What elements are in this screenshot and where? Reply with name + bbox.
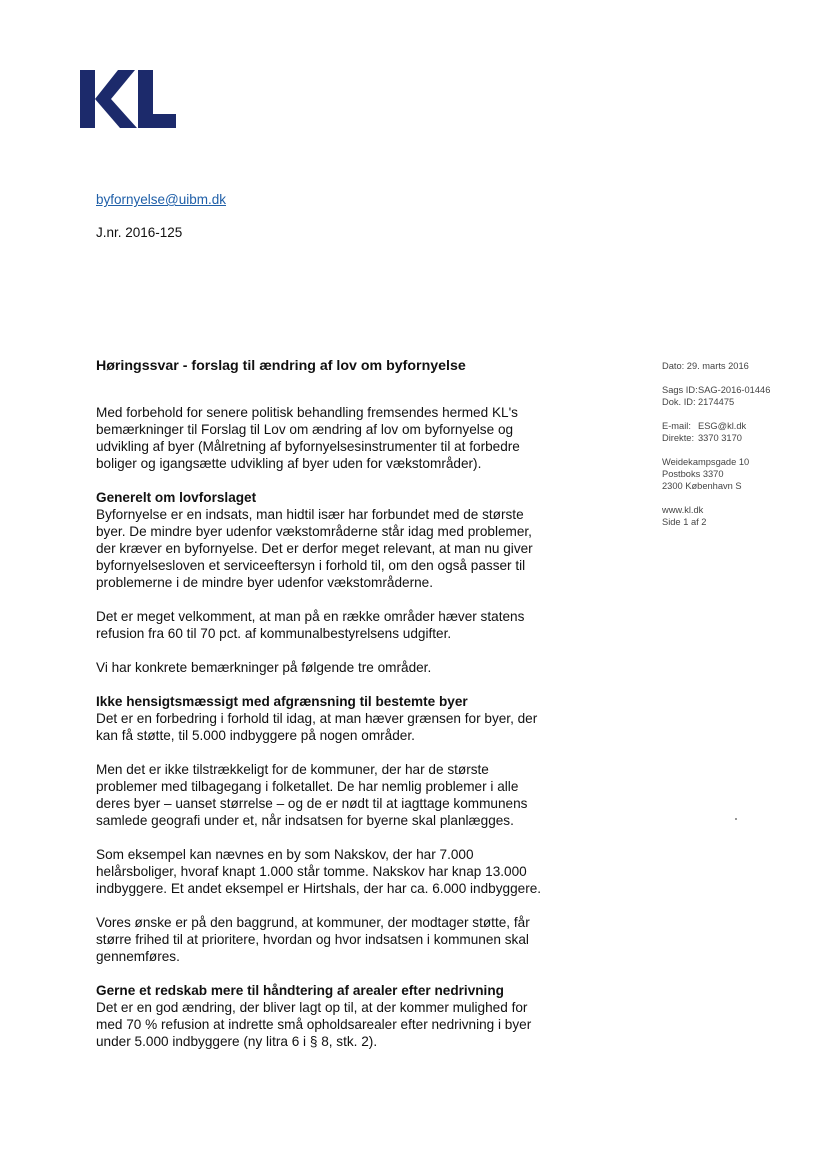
- paragraph: Det er en forbedring i forhold til idag, at man hæver grænsen for byer, der kan få støtte, til 5.000 indbyggere på nogen områder.: [96, 711, 538, 743]
- section-heading: Gerne et redskab mere til håndtering af arealer efter nedrivning: [96, 983, 504, 998]
- section-general: [96, 489, 551, 591]
- paragraph: Men det er ikke tilstrækkeligt for de kommuner, der har de største problemer med tilbagegang i folketallet. De har nemlig problemer i alle deres byer – uanset størrelse – og de er nødt til at iagttage kommunens samlede geografi under et, når indsatsen for byerne skal planlægges.: [96, 762, 528, 828]
- paragraph: Det er en god ændring, der bliver lagt op til, at der kommer mulighed for med 70 % refusion at indrette små opholdsarealer efter nedrivning i byer under 5.000 indbyggere (ny litra 6 i § 8, stk. 2).: [96, 1000, 532, 1049]
- paragraph: Vores ønske er på den baggrund, at kommuner, der modtager støtte, får større frihed til at prioritere, hvordan og hvor indsatsen i kommunen skal gennemføres.: [96, 915, 530, 964]
- paragraph: Vi har konkrete bemærkninger på følgende tre områder.: [96, 660, 432, 675]
- date-field: Dato: 29. marts 2016: [662, 361, 749, 371]
- document-title: Høringssvar - forslag til ændring af lov om byfornyelse: [96, 358, 466, 374]
- case-id-field: Sags ID:SAG-2016-01446: [662, 385, 771, 395]
- letter-body: [96, 358, 551, 1067]
- website-link[interactable]: www.kl.dk: [662, 505, 704, 515]
- doc-id-field: Dok. ID: 2174475: [662, 397, 735, 407]
- section-demolition: [96, 982, 551, 1050]
- paragraph: Det er meget velkomment, at man på en række områder hæver statens refusion fra 60 til 70 pct. af kommunalbestyrelsens udgifter.: [96, 609, 525, 641]
- section-delimitation: [96, 693, 551, 744]
- paragraph: Som eksempel kan nævnes en by som Nakskov, der har 7.000 helårsboliger, hvoraf knapt 1.000 står tomme. Nakskov har knap 13.000 indbyggere. Et andet eksempel er Hirtshals, der har ca. 6.000 indbyggere.: [96, 847, 542, 896]
- page-number: Side 1 af 2: [662, 517, 707, 527]
- kl-logo: [80, 70, 176, 128]
- direct-phone-field: Direkte: 3370 3170: [662, 433, 742, 443]
- section-heading: Generelt om lovforslaget: [96, 490, 257, 505]
- sidebar-metadata: [662, 360, 812, 540]
- scan-speck: [735, 818, 737, 820]
- intro-paragraph: Med forbehold for senere politisk behandling fremsendes hermed KL's bemærkninger til Forslag til Lov om ændring af lov om byfornyelse og udvikling af byer (Målretning af byfornyelsesinstrumenter til at forbedre boliger og igangsætte udvikling af byer uden for vækstområder).: [96, 405, 520, 471]
- contact-email-field: E-mail: ESG@kl.dk: [662, 421, 747, 431]
- email-link[interactable]: byfornyelse@uibm.dk: [96, 192, 227, 207]
- paragraph: Byfornyelse er en indsats, man hidtil især har forbundet med de største byer. De mindre byer udenfor vækstområderne står idag med problemer, der kræver en byfornyelse. Det er derfor meget relevant, at man nu giver byfornyelsesloven et serviceeftersyn i forhold til, om den også passer til problemerne i de mindre byer udenfor vækstområderne.: [96, 507, 533, 590]
- journal-number: J.nr. 2016-125: [96, 225, 183, 240]
- address-block: Weidekampsgade 10 Postboks 3370 2300 København S: [662, 457, 750, 491]
- section-heading: Ikke hensigtsmæssigt med afgrænsning til bestemte byer: [96, 694, 468, 709]
